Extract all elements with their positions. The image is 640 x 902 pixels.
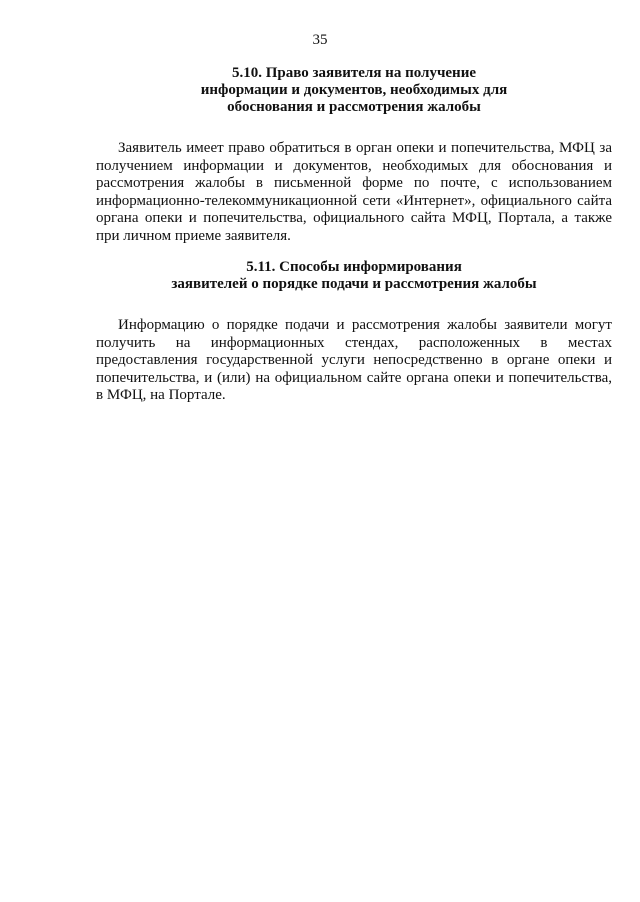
section-paragraph: Заявитель имеет право обратиться в орган опеки и попечительства, МФЦ за получением информации и документов, необходимых для обоснования и рассмотрения жалобы в письменной форме по почте, с использованием информационно-телекоммуникационной сети «Интернет», официального сайта органа опеки и попечительства, официального сайта МФЦ, Портала, а также при личном приеме заявителя. bbox=[96, 140, 612, 244]
section-5-10 bbox=[96, 65, 612, 246]
page-number: 35 bbox=[312, 32, 328, 48]
section-heading bbox=[96, 259, 612, 293]
section-paragraph: Информацию о порядке подачи и рассмотрения жалобы заявители могут получить на информационных стендах, расположенных в местах предоставления государственной услуги непосредственно в органе опеки и попечительства, и (или) на официальном сайте органа опеки и попечительства, в МФЦ, на Портале. bbox=[96, 317, 612, 404]
heading-line: 5.11. Способы информирования bbox=[246, 259, 462, 275]
heading-line: обоснования и рассмотрения жалобы bbox=[227, 99, 481, 115]
heading-line: 5.10. Право заявителя на получение bbox=[231, 65, 476, 81]
section-heading bbox=[96, 65, 612, 116]
section-5-11 bbox=[96, 259, 612, 405]
heading-line: заявителей о порядке подачи и рассмотрения жалобы bbox=[171, 276, 537, 292]
heading-line: информации и документов, необходимых для bbox=[200, 82, 508, 98]
